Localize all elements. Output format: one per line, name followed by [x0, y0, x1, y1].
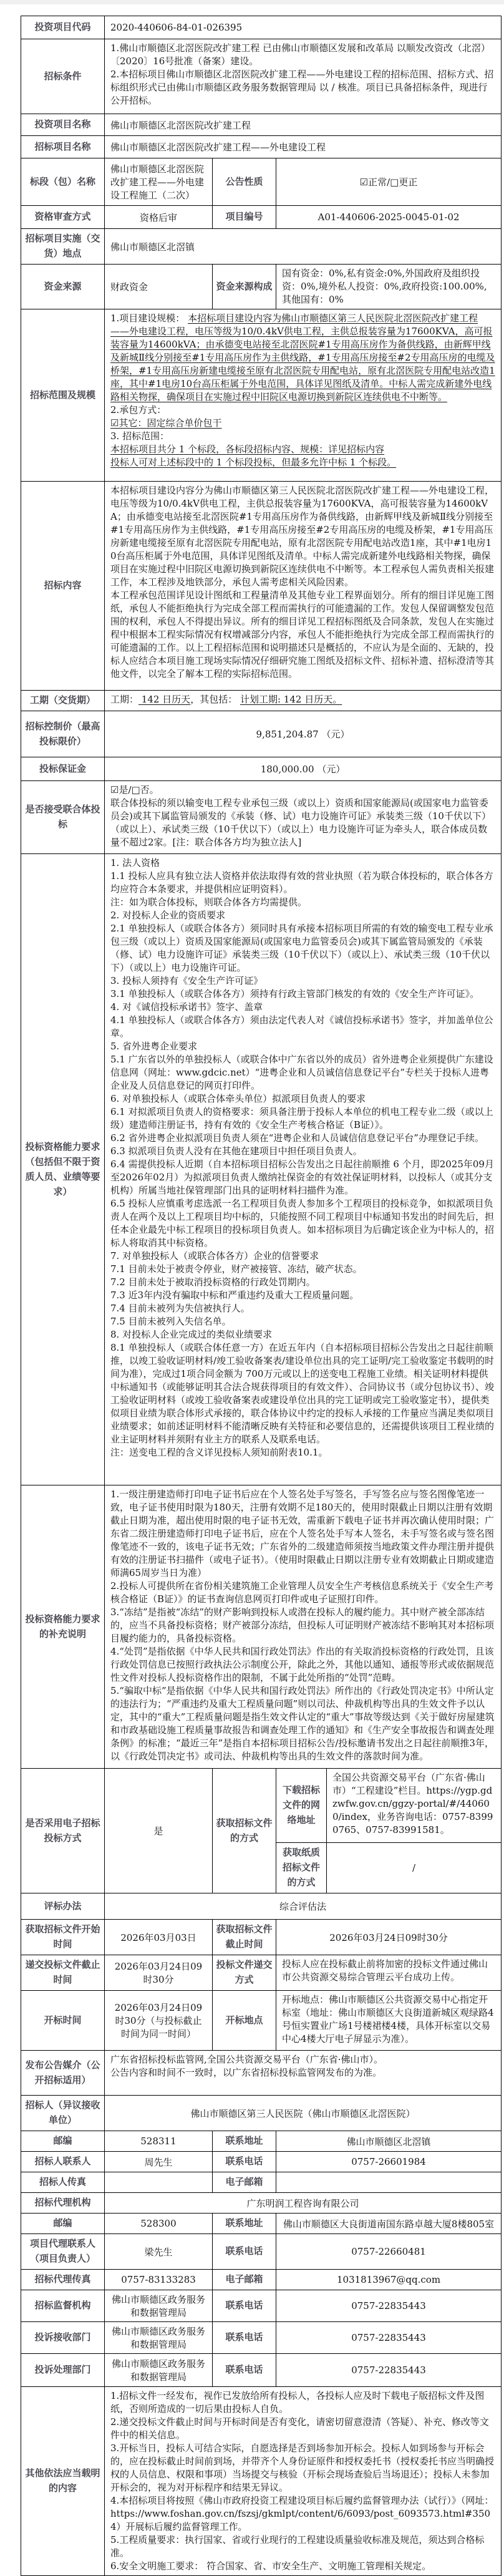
- complaint-handling-row: [21, 2354, 502, 2387]
- tender-conditions-label: 招标条件: [21, 39, 105, 114]
- agency-contact-value: 梁先生: [105, 2234, 213, 2270]
- doc-deadline-label: 获取招标文件截止时间: [213, 1920, 276, 1955]
- agency-email-label: 电子邮箱: [213, 2270, 276, 2290]
- submission-deadline-value: 2026年03月24日09时30分: [105, 1955, 213, 1991]
- implementation-location-value: 佛山市顺德区北滘镇: [105, 229, 502, 265]
- qualification-requirements-value-paragraph: 6.4 需提供投标人近期（自本招标项目招标公告发出之日起往前顺推 6 个月，即2025年09月至2026年02月）为拟派项目负责人缴纳社保资金的有效社保证明材料，以投标人（或其分支机构）所属当地社保管理部门出具的证明材料扫描件为准。: [110, 1159, 494, 1196]
- download-url-label: 下载招标文件的网络地址: [276, 1769, 327, 1843]
- doc-time-row: [21, 1920, 502, 1955]
- consortium-bidding-row: [21, 781, 502, 854]
- submission-method-value-paragraph: 投标人应在投标截止前将加密的投标文件通过佛山市公共资源交易综合管理云平台成功上传。: [282, 1958, 488, 1983]
- tender-conditions-value-paragraph: 1.佛山市顺德区北滘医院改扩建工程 已由佛山市顺德区发展和改革局 以顺发改资改（北滘）〔2020〕16号批准（备案）建设。: [110, 42, 490, 67]
- tender-scope-value-paragraph: 3. 招标范围：: [110, 430, 170, 442]
- bid-opening-row: [21, 1991, 502, 2051]
- funding-source-value: 财政资金: [105, 265, 213, 309]
- qualification-requirements-value-paragraph: 注：送变电工程的含义详见投标人须知前附表10.1。: [110, 1447, 328, 1458]
- bid-security-label: 投标保证金: [21, 757, 105, 781]
- tenderer-fax-row: [21, 2172, 502, 2193]
- tender-control-price-row: [21, 711, 502, 757]
- tender-scope-value-paragraph: 1.项目建设规模： 本招标项目建设内容为佛山市顺德区第三人民医院北滘医院改扩建工程——外电建设工程，电压等级为10/0.4kV供电工程，主供总报装容量为17600KVA，高可报装容量为14600kVA；由承德变电站接至北滘医院#1专用高压房作为备供线路，由新辉甲线及新城Ⅱ线分别接至#1专用高压房作为主供线路，#1专用高压房接至#2专用高压房的电缆及桥架，#1专用高压房新建电缆接至原有北滘医院专用配电站，原有北滘医院专用配电站改造1座，其中#1电房10台高压柜属于外电范围，具体详见图纸及清单。中标人需完成新建外电线路相关物探，确保项目在实施过程中旧院区电源切换到新院区连续供电不中断等。: [110, 313, 495, 402]
- other-content-value-paragraph: 4.本招标项目将按照《佛山市政府投资工程建设项目标后履约监督管理办法（试行）》（网址：https://www.foshan.gov.cn/fszsj/gkmlpt/content/6/6093/post_6093573.html#3504）开展标后履约监督管理工作。: [110, 2495, 494, 2532]
- supervision-agency-value: 佛山市顺德区政务服务和数据管理局: [105, 2290, 213, 2322]
- qualification-requirements-value-paragraph: 1. 法人资格: [110, 857, 160, 868]
- qualification-requirements-value-paragraph: 4.1 单独投标人（或联合体各方）须由法定代表人对《诚信投标承诺书》签字，并加盖单位公章。: [110, 1014, 493, 1039]
- tender-project-name-row: [21, 136, 502, 158]
- download-url-value-paragraph: 全国公共资源交易平台（广东省·佛山市）“工程建设”栏目。https://ygp.gdzwfw.gov.cn/ggzy-portal/#/440600/index，业务咨询电话：0757-83990765、0757-83991581。: [332, 1772, 493, 1835]
- paper-document-label: 获取纸质招标文件的方式: [276, 1843, 327, 1893]
- qualification-review-row: [21, 206, 502, 229]
- tenderer-address-label: 联系地址: [213, 2131, 276, 2152]
- paper-document-value: /: [327, 1843, 502, 1893]
- tenderer-contact-row: [21, 2152, 502, 2172]
- tender-scope-value: [105, 309, 502, 482]
- agency-phone-label: 联系电话: [213, 2234, 276, 2270]
- tenderer-address-value: 佛山市顺德区北滘镇: [276, 2131, 502, 2152]
- bid-security-value: 180,000.00 （元）: [105, 757, 502, 781]
- other-content-value-paragraph: 6.安全文明施工要求： 符合国家、省、市安全生产、文明施工管理相关规定。: [110, 2560, 432, 2572]
- investment-project-code-row: [21, 16, 502, 39]
- qualification-supplement-value-paragraph: 5.“骗取中标”是指依据《中华人民共和国行政处罚法》所作出的《行政处罚决定书》中所认定的违法行为；“严重违约及重大工程质量问题”则以司法、仲裁机构等出具的生效文件予以认定，其中的“重大”工程质量问题是指生效文件认定的“重大”事故等级达到《关于做好房屋建筑和市政基础设施工程质量事故报告和调查处理工作的通知》和《生产安全事故报告和调查处理条例》的标准；“最近三年”是指自本招标项目招标公告/投标邀请书发出之日起往前顺推3年，以《行政处罚决定书》或司法、仲裁机构等出具的生效文件的落款时间为准。: [110, 1685, 495, 1762]
- implementation-location-row: [21, 229, 502, 265]
- agency-email-value: 1031813967@qq.com: [276, 2270, 502, 2290]
- supervision-agency-row: [21, 2290, 502, 2322]
- funding-composition-value: [276, 265, 502, 309]
- qualification-review-label: 资格审查方式: [21, 206, 105, 229]
- other-content-row: [21, 2387, 502, 2576]
- qualification-requirements-value-paragraph: 6.1 对拟派项目负责人的资格要求：须具备注册于投标人本单位的机电工程专业二级（或以上级）建造师注册证书，持有有效的《安全生产考核合格证（B证）》。: [110, 1106, 493, 1130]
- announcement-nature-label: 公告性质: [213, 158, 276, 206]
- qualification-requirements-value-paragraph: 4. 对《诚信投标承诺书》签字、盖章: [110, 1001, 263, 1013]
- opening-time-label: 开标时间: [21, 1991, 105, 2051]
- tender-conditions-value-paragraph: 2.本招标项目佛山市顺德区北滘医院改扩建工程——外电建设工程的招标范围、招标方式、招标组织形式已由佛山市顺德区政务服务数据管理局 以 / 核准。项目已具备招标条件，现进行公开招标。: [110, 69, 494, 106]
- electronic-bidding-row: [21, 1769, 502, 1843]
- investment-project-code-value: 2020-440606-84-01-026395: [105, 16, 502, 39]
- tenderer-label: 招标人（异议接收单位）: [21, 2096, 105, 2131]
- tenderer-postcode-value: 528311: [105, 2131, 213, 2152]
- announcement-media-label: 发布公告媒介（公开招标适用）: [21, 2051, 105, 2096]
- tenderer-phone-label: 联系电话: [213, 2152, 276, 2172]
- tender-content-value: [105, 482, 502, 691]
- qualification-requirements-value-paragraph: 7.4 目前未被列为失信被执行人。: [110, 1303, 250, 1314]
- evaluation-method-label: 评标办法: [21, 1893, 105, 1920]
- agency-postcode-row: [21, 2214, 502, 2234]
- qualification-requirements-value-paragraph: 7.2 目前未处于被取消投标资格的行政处罚期内。: [110, 1276, 316, 1288]
- tender-control-price-value: 9,851,204.87 （元）: [105, 711, 502, 757]
- construction-period-value: [105, 691, 502, 711]
- tenderer-fax-label: 招标人传真: [21, 2172, 105, 2193]
- qualification-requirements-value-paragraph: 2. 对投标人企业的资质要求: [110, 910, 226, 921]
- complaint-receiving-value: 佛山市顺德区政务服务和数据管理局: [105, 2322, 213, 2354]
- qualification-requirements-value: [105, 854, 502, 1485]
- tender-content-value-paragraph: 本工程承包范围详见设计图纸和工程量清单及其他专业工程界面划分。所有的细目详见施工图纸，承包人不能拒绝执行为完成全部工程而需执行的可能遗漏的工作。发包人保留调整发包范围的权利，承包人不得提出异议。所有的细目详见工程招标图纸及合同条款，发包人在实施过程中根据本工程实际情况有权增减部分内容，承包人不能拒绝执行为完成全部工程而需执行的可能遗漏的工作。以上工程招标范围和说明描述只是概括的，不应认为是全面的、无缺的，投标人应结合本项目施工现场实际情况仔细研究施工图纸及招标文件、招标补遗、招标澄清等其他文件，以完全了解本工程的实际招标范围。: [110, 590, 495, 679]
- agency-label: 招标代理机构: [21, 2193, 105, 2214]
- qualification-requirements-value-paragraph: 1.1 投标人应具有独立法人资格并依法取得有效的营业执照（若为联合体投标的，联合体各方均应符合本条要求，并提供相应证明资料）。: [110, 870, 493, 895]
- qualification-review-value: 资格后审: [105, 206, 213, 229]
- tender-project-name-value: 佛山市顺德区北滘医院改扩建工程——外电建设工程: [105, 136, 502, 158]
- submission-method-label: 投标文件递交方式: [213, 1955, 276, 1991]
- evaluation-method-value: 综合评估法: [105, 1893, 502, 1920]
- tender-scope-label: 招标范围及规模: [21, 309, 105, 482]
- submission-deadline-label: 递交投标文件截止时间: [21, 1955, 105, 1991]
- announcement-nature-value: ☑正常/□更正: [276, 158, 502, 206]
- table-body: [21, 16, 502, 2576]
- qualification-requirements-value-paragraph: 6.3 拟派项目负责人没有在其他在建项目中担任项目负责人。: [110, 1145, 362, 1157]
- qualification-requirements-value-paragraph: 6. 对单独投标人（或联合体牵头单位）拟派项目负责人的要求: [110, 1093, 366, 1104]
- announcement-media-value: [105, 2051, 502, 2096]
- doc-start-time-label: 获取招标文件开始时间: [21, 1920, 105, 1955]
- qualification-supplement-value: [105, 1485, 502, 1769]
- tender-content-value-paragraph: 本招标项目建设内容分为佛山市顺德区第三人民医院北滘医院改扩建工程——外电建设工程，电压等级为10/0.4kV供电工程，主供总报装容量为17600KVA，高可报装容量为14600kVA；由承德变电站接至北滘医院#1专用高压房作为备供线路，由新辉甲线及新城Ⅱ线分别接至#1专用高压房作为主供线路，#1专用高压房接至#2专用高压房的电缆及桥架，#1专用高压房新建电缆接至原有北滘医院专用配电站，原有北滘医院专用配电站改造1座，其中#1电房10台高压柜属于外电范围，具体详见图纸及清单。中标人需完成新建外电线路相关物探，确保项目在实施过程中旧院区电源切换到新院区连续供电不中断等。本工程承包人需负责相关报建工作，本工程涉及地铁部分，承包人需考虑相关风险因素。: [110, 485, 495, 588]
- announcement-media-value-paragraph: 广东省招标投标监管网,全国公共资源交易平台（广东省·佛山市）。: [110, 2054, 384, 2065]
- submission-method-value: [276, 1955, 502, 1991]
- qualification-requirements-value-paragraph: 3. 投标人须持有《安全生产许可证》: [110, 975, 263, 986]
- announcement-media-row: [21, 2051, 502, 2096]
- opening-place-value: [276, 1991, 502, 2051]
- construction-period-label: 工期（交货期）: [21, 691, 105, 711]
- investment-project-name-label: 投资项目名称: [21, 114, 105, 136]
- complaint-handling-phone-value: 0757-22835443: [276, 2354, 502, 2387]
- qualification-supplement-value-paragraph: 4.“处罚”是指依据《中华人民共和国行政处罚法》作出的有关取消投标资格的行政处罚，且该行政处罚信息已按照行政执法公示制度公开，除此之外，其他以通知、通报等形式或依据规范性文件对投标人投标资格作出的限制，不属于此处所指的“处罚”范畴。: [110, 1646, 495, 1683]
- tenderer-value: 佛山市顺德区第三人民医院（佛山市顺德区北滘医院）: [105, 2096, 502, 2131]
- funding-source-label: 资金来源: [21, 265, 105, 309]
- qualification-requirements-value-paragraph: 7.1 目前未处于被责令停业，财产被接管、冻结，破产状态。: [110, 1263, 362, 1275]
- project-number-value: A01-440606-2025-0045-01-02: [276, 206, 502, 229]
- tenderer-fax-value: [105, 2172, 213, 2193]
- tenderer-postcode-row: [21, 2131, 502, 2152]
- investment-project-name-value: 佛山市顺德区北滘医院改扩建工程: [105, 114, 502, 136]
- other-content-value-paragraph: 3.开标当日，投标人可结合实际，自愿选择是否到场参加开标会。投标人如到场参与开标会的，应在投标截止时间前到场，并带齐个人身份证原件和授权委托书（授权委托书应当明确授权的人员信息、权限和事项）当场提交与核验（开标会现场查验后当场退还）；投标人未参加开标会的，视为对开标程序和结果无异议。: [110, 2442, 495, 2493]
- agency-contact-row: [21, 2234, 502, 2270]
- qualification-supplement-value-paragraph: 3.“冻结”是指被“冻结”的财产影响到投标人或潜在投标人的履约能力。其中财产被全部冻结的，应当不具备投标资格；财产被部分冻结，但投标人可证明财产被冻结不影响其对本招标项目履约能力的，具备投标资格。: [110, 1606, 495, 1644]
- qualification-supplement-label: 投标资格能力要求的补充说明: [21, 1485, 105, 1769]
- agency-address-value: 佛山市顺德区大良街道南国东路卓越大厦8楼805室: [276, 2214, 502, 2234]
- qualification-requirements-row: [21, 854, 502, 1485]
- qualification-requirements-value-paragraph: 注：如为联合体投标，则联合体各方均需提供。: [110, 897, 308, 908]
- funding-source-row: [21, 265, 502, 309]
- opening-time-value: 2026年03月24日09时30分（与投标截止时间为同一时间）: [105, 1991, 213, 2051]
- top-strip: [0, 0, 504, 4]
- qualification-requirements-value-paragraph: 7.3 近3年内没有骗取中标和严重违约及重大工程质量问题。: [110, 1290, 359, 1301]
- qualification-requirements-value-paragraph: 8. 对投标人企业完成过的类似业绩要求: [110, 1329, 273, 1340]
- qualification-requirements-value-paragraph: 5. 省外进粤企业要求: [110, 1041, 198, 1052]
- tender-scope-row: [21, 309, 502, 482]
- qualification-supplement-value-paragraph: 1.一级注册建造师打印电子证书后应在个人签名处手写签名，手写签名应与签名图像笔迹一致，电子证书使用时限为180天，注册有效期不足180天的，使用时限截止日期以注册有效期截止日期为准，超出使用时限的电子证书无效，需重新下载电子证书并再次确认使用时限；广东省二级注册建造师打印电子证书后，应在个人签名处手写本人签名，未手写签名或与签名图像笔迹不一致的，该电子证书无效；广东省外的二级建造师须按当地政策文件办理注册并提供有效的注册证书扫描件（或电子证书）。（使用时限截止日期以注册专业有效期截止日期或建造师满65周岁当日为准）: [110, 1489, 495, 1578]
- evaluation-method-row: [21, 1893, 502, 1920]
- funding-composition-value-paragraph: 国有资金：0%,私有资金:0%,外国政府及组织投资：0%,境外私人投资：0%,政府投资:100.00%,其他国有：0%: [282, 268, 487, 305]
- complaint-handling-label: 投诉处理部门: [21, 2354, 105, 2387]
- electronic-bidding-value: 是: [105, 1769, 213, 1893]
- electronic-bidding-label: 是否采用电子招标投标方式: [21, 1769, 105, 1893]
- tenderer-row: [21, 2096, 502, 2131]
- consortium-bidding-label: 是否接受联合体投标: [21, 781, 105, 854]
- agency-contact-label: 项目代理联系人（项目负责人）: [21, 2234, 105, 2270]
- supervision-agency-label: 招标监督机构: [21, 2290, 105, 2322]
- complaint-receiving-label: 投诉接收部门: [21, 2322, 105, 2354]
- complaint-receiving-row: [21, 2322, 502, 2354]
- complaint-handling-value: 佛山市顺德区政务服务和数据管理局: [105, 2354, 213, 2387]
- download-url-value: [327, 1769, 502, 1843]
- funding-composition-label: 资金来源构成: [213, 265, 276, 309]
- other-content-label: 其他依法应当载明的内容: [21, 2387, 105, 2576]
- qualification-requirements-value-paragraph: 7.5 目前未被列入失信名单。: [110, 1316, 231, 1327]
- other-content-value-paragraph: 5.工程质量要求：执行国家、省或行业现行的工程建设质量验收标准及规范，须达到合格标准。: [110, 2534, 485, 2559]
- supervision-phone-value: 0757-22835443: [276, 2290, 502, 2322]
- opening-place-value-paragraph: 开标地点：佛山市顺德区公共资源交易中心指定开标室（地址：佛山市顺德区大良街道新城区观绿路4号恒实置业广场1号楼裙楼4楼，具体开标室以交易中心4楼大厅电子屏显示为准）。: [282, 1994, 494, 2044]
- agency-fax-row: [21, 2270, 502, 2290]
- qualification-supplement-row: [21, 1485, 502, 1769]
- tender-scope-value-paragraph: ☑其它：固定综合单价包干: [110, 417, 222, 429]
- agency-row: [21, 2193, 502, 2214]
- section-package-value: 佛山市顺德区北滘医院改扩建工程——外电建设工程施工（二次）: [105, 158, 213, 206]
- tender-scope-value-paragraph: 本招标项目共分 1 个标段，各标段招标内容、规模：详见招标内容: [110, 444, 385, 455]
- tenderer-email-value: [276, 2172, 502, 2193]
- agency-address-label: 联系地址: [213, 2214, 276, 2234]
- qualification-requirements-value-paragraph: 6.5 投标人应慎重考虑选派一名工程项目负责人参加多个工程项目的投标竞争，如拟派项目负责人在两个及以上工程项目均中标的，只能按照不同工程项目中标通知书发出的时间先后，担任本企业最先中标工程项目的投标项目负责人。如本招标项目为后确定该企业为中标人的，招标人将取消其中标资格。: [110, 1198, 495, 1248]
- tender-content-row: [21, 482, 502, 691]
- complaint-receiving-phone-label: 联系电话: [213, 2322, 276, 2354]
- tender-content-label: 招标内容: [21, 482, 105, 691]
- agency-fax-value: 0757-83133283: [105, 2270, 213, 2290]
- consortium-bidding-value: [105, 781, 502, 854]
- supervision-phone-label: 联系电话: [213, 2290, 276, 2322]
- other-content-value: [105, 2387, 502, 2576]
- tenderer-contact-value: 周先生: [105, 2152, 213, 2172]
- submission-row: [21, 1955, 502, 1991]
- agency-value: 广东明润工程咨询有限公司: [105, 2193, 502, 2214]
- tender-project-name-label: 招标项目名称: [21, 136, 105, 158]
- qualification-requirements-value-paragraph: 6.2 省外进粤企业拟派项目负责人须在“进粤企业和人员诚信信息登记平台”办理登记手续。: [110, 1132, 484, 1144]
- consortium-bidding-value-paragraph: 联合体投标的须以输变电工程专业承包三级（或以上）资质和国家能源局(或国家电力监管委员会)或其下属监管局颁发的《承装（修、试）电力设施许可证》承装类三级（10千伏以下）（或以上）、承试类三级（10千伏以下）（或以上）电力设施许可证为牵头人，联合体成员数量不超过2家。[注：联合体各方均为独立法人]: [110, 797, 491, 848]
- qualification-supplement-value-paragraph: 2.投标人可提供所在省份相关建筑施工企业管理人员安全生产考核信息系统关于《安全生产考核合格证（B证）》的证书查询信息网页打印件或电子证照打印件。: [110, 1580, 494, 1605]
- tender-scope-value-paragraph: 投标人可对上述标段中的 1 个标段投标，但最多允许中标 1 个标段。: [110, 457, 397, 468]
- other-content-value-paragraph: 2.递交投标文件截止时间与开标时间是否有变化，请密切留意澄清（答疑）、补充、修改等文件中的相关信息。: [110, 2416, 489, 2441]
- construction-period-row: [21, 691, 502, 711]
- announcement-media-value-paragraph: 公告内容和时间不一致时，以广东省招标投标监管网发布的为准。: [110, 2067, 382, 2078]
- tender-announcement-table: [21, 16, 502, 2576]
- qualification-requirements-value-paragraph: 7. 对单独投标人（或联合体各方）企业的信誉要求: [110, 1250, 319, 1261]
- complaint-handling-phone-label: 联系电话: [213, 2354, 276, 2387]
- doc-deadline-value: 2026年03月24日09时30分: [276, 1920, 502, 1955]
- implementation-location-label: 招标项目实施（交货）地点: [21, 229, 105, 265]
- tenderer-contact-label: 招标人联系人: [21, 2152, 105, 2172]
- tenderer-email-label: 电子邮箱: [213, 2172, 276, 2193]
- investment-project-name-row: [21, 114, 502, 136]
- consortium-bidding-value-paragraph: ☑是/□否。: [110, 784, 159, 795]
- tender-scope-value-paragraph: 2.承包方式：: [110, 404, 167, 416]
- complaint-receiving-phone-value: 0757-22835443: [276, 2322, 502, 2354]
- qualification-requirements-value-paragraph: 5.1 广东省以外的单独投标人（或联合体中广东省以外的成员）省外进粤企业须提供广东建设信息网（网址：www.gdcic.net）“进粤企业和人员诚信信息登记平台”专栏关于投标人进粤企业及人员信息登记的网页打印件。: [110, 1054, 493, 1091]
- tender-conditions-value: [105, 39, 502, 114]
- section-package-label: 标段（包）名称: [21, 158, 105, 206]
- qualification-requirements-value-paragraph: 8.1 单独投标人（或联合体任意一方）在近五年内（自本招标项目招标公告发出之日起往前顺推，以竣工验收证明材料/竣工验收备案表/建设单位出具的完工证明/完工验收鉴定书载明的时间为准），完成过1项合同金额为 700万元或以上的送变电工程施工业绩。相关证明材料提供中标通知书（或能够证明其合法合规获得项目的有效文件）、合同协议书（或分包协议书）、竣工验收证明材料（或竣工验收备案表或建设单位出具的完工证明或完工验收鉴定书），提供类似项目业绩为联合体形式承接的，联合体协议中约定的投标人承接的工作量应当满足类似项目业绩要求；如前述证明材料不能清晰反映有关特征和必要信息的，还需提供该项目工程业绩的业主证明材料并须附有业主方的联系人及联系电话。: [110, 1342, 495, 1445]
- tenderer-phone-value: 0757-26601984: [276, 2152, 502, 2172]
- doc-start-time-value: 2026年03月03日: [105, 1920, 213, 1955]
- section-package-row: [21, 158, 502, 206]
- doc-acquisition-method-label: 获取招标文件的方式: [213, 1769, 276, 1893]
- other-content-value-paragraph: 1.招标文件一经发布，视作已发放给所有投标人，各投标人应及时下载电子版招标文件及图纸，否则所造成的一切后果由投标人自负。: [110, 2390, 485, 2414]
- tender-control-price-label: 招标控制价（最高投标限价）: [21, 711, 105, 757]
- qualification-requirements-value-paragraph: 3.1 单独投标人（或联合体各方）须持有行政主管部门核发的有效的《安全生产许可证》。: [110, 988, 480, 999]
- opening-place-label: 开标地点: [213, 1991, 276, 2051]
- bid-security-row: [21, 757, 502, 781]
- agency-postcode-label: 邮编: [21, 2214, 105, 2234]
- investment-project-code-label: 投资项目代码: [21, 16, 105, 39]
- tenderer-postcode-label: 邮编: [21, 2131, 105, 2152]
- qualification-requirements-label: 投标资格能力要求（包括但不限于资质人员、业绩等要求）: [21, 854, 105, 1485]
- tender-conditions-row: [21, 39, 502, 114]
- agency-fax-label: 招标代理传真: [21, 2270, 105, 2290]
- qualification-requirements-value-paragraph: 2.1 单独投标人（或联合体各方）须同时具有承接本招标项目所需的有效的输变电工程专业承包三级（或以上）资质及国家能源局(或国家电力监管委员会)或其下属监管局颁发的《承装（修、试）电力设施许可证》承装类三级（10千伏以下）（或以上）、承试类三级（10千伏以下）（或以上）电力设施许可证。: [110, 923, 493, 973]
- construction-period-value-paragraph: 工期： 142 日历天，其包括： 计划工期: 142 日历天。: [110, 694, 342, 705]
- project-number-label: 项目编号: [213, 206, 276, 229]
- agency-postcode-value: 528300: [105, 2214, 213, 2234]
- agency-phone-value: 0757-22660481: [276, 2234, 502, 2270]
